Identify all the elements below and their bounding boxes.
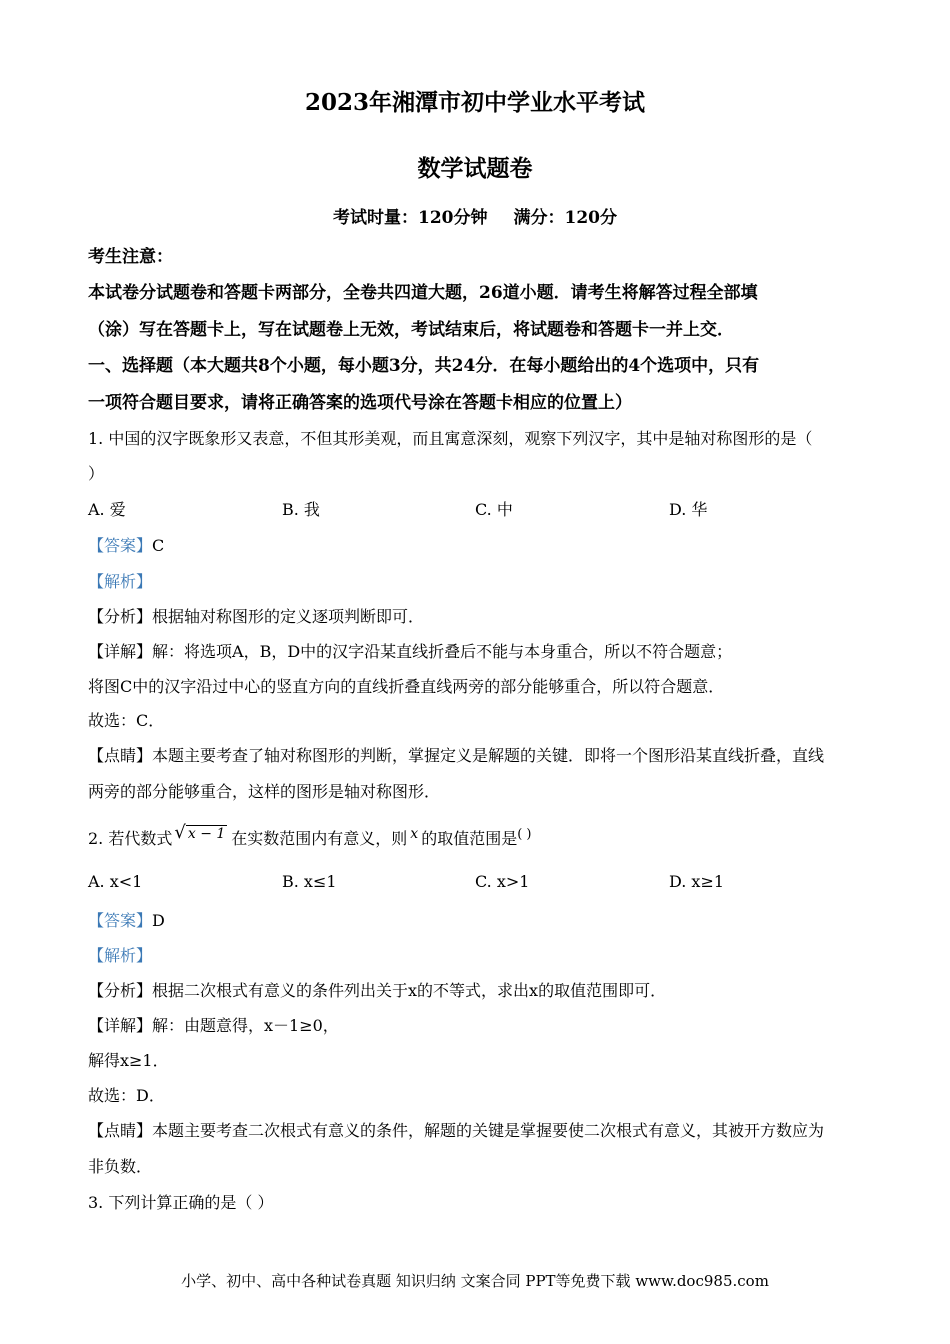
q1-detail-line-2: 将图C中的汉字沿过中心的竖直方向的直线折叠直线两旁的部分能够重合，所以符合题意． (88, 677, 725, 696)
q1-option-b: B. 我 (282, 500, 320, 519)
q1-option-a: A. 爱 (88, 500, 126, 519)
q2-answer-value: D (152, 911, 165, 930)
q2-stem-a: 2. 若代数式 (88, 829, 173, 848)
q1-stem-line-2: ） (88, 464, 105, 483)
q2-choose: 故选：D． (88, 1086, 165, 1105)
q2-option-a: A. x<1 (88, 872, 143, 891)
q1-analysis-tag: 【解析】 (88, 572, 153, 591)
notice-heading: 考生注意： (88, 247, 173, 267)
q2-stem-c: 的取值范围是 (421, 829, 518, 848)
q1-answer-value: C (152, 536, 165, 555)
q1-fenxi-tag: 【分析】 (88, 607, 153, 626)
q1-detail-tag: 【详解】 (88, 642, 153, 661)
q3-stem: 3. 下列计算正确的是（ ） (88, 1193, 274, 1212)
exam-meta (0, 203, 950, 228)
q1-comment-line-1 (88, 743, 863, 766)
score-label: 满分：120分 (513, 208, 617, 228)
q1-comment-line-2: 两旁的部分能够重合，这样的图形是轴对称图形． (88, 782, 441, 801)
notice-line-1: 本试卷分试题卷和答题卡两部分，全卷共四道大题，26道小题．请考生将解答过程全部填 (88, 283, 758, 303)
q1-fenxi-text: 根据轴对称图形的定义逐项判断即可． (152, 607, 425, 626)
q2-option-c: C. x>1 (475, 872, 530, 891)
q2-fenxi-text: 根据二次根式有意义的条件列出关于x的不等式，求出x的取值范围即可． (152, 981, 667, 1000)
q1-comment-text: 本题主要考查了轴对称图形的判断，掌握定义是解题的关键．即将一个图形沿某直线折叠，直线 (152, 746, 825, 765)
q1-detail-text: 解：将选项A，B，D中的汉字沿某直线折叠后不能与本身重合，所以不符合题意； (152, 642, 733, 661)
q2-fenxi-tag: 【分析】 (88, 981, 153, 1000)
q1-detail-line-1 (88, 639, 863, 662)
q2-option-d: D. x≥1 (669, 872, 725, 891)
page-footer: 小学、初中、高中各种试卷真题 知识归纳 文案合同 PPT等免费下载 www.doc985.com (181, 1272, 769, 1290)
q2-detail-text: 解：由题意得，x－1≥0， (152, 1016, 339, 1035)
q2-analysis-tag: 【解析】 (88, 946, 153, 965)
q2-stem (88, 822, 863, 849)
q2-comment-tag: 【点睛】 (88, 1121, 153, 1140)
q1-answer (88, 533, 863, 556)
q2-comment-line-1 (88, 1118, 863, 1141)
sqrt-expression (174, 822, 227, 843)
exam-title: 2023年湘潭市初中学业水平考试 (304, 89, 645, 116)
q2-answer-tag: 【答案】 (88, 911, 153, 930)
q2-comment-line-2: 非负数． (88, 1157, 153, 1176)
exam-subtitle: 数学试题卷 (417, 155, 533, 182)
q2-answer (88, 908, 863, 931)
radicand: x − 1 (187, 826, 226, 842)
q2-detail-line-2: 解得x≥1． (88, 1051, 169, 1070)
q2-paren: ( ) (517, 827, 532, 842)
q2-comment-text: 本题主要考查二次根式有意义的条件，解题的关键是掌握要使二次根式有意义，其被开方数应为 (152, 1121, 825, 1140)
q2-option-b: B. x≤1 (282, 872, 337, 891)
q1-option-d: D. 华 (669, 500, 708, 519)
q2-detail-line-1 (88, 1013, 863, 1036)
q2-detail-tag: 【详解】 (88, 1016, 153, 1035)
q1-answer-tag: 【答案】 (88, 536, 153, 555)
q2-stem-b: 在实数范围内有意义，则 (231, 829, 408, 848)
q2-fenxi (88, 978, 863, 1001)
section-heading-line-2: 一项符合题目要求，请将正确答案的选项代号涂在答题卡相应的位置上） (88, 393, 632, 413)
radical-sign: √ (174, 822, 186, 843)
time-label: 考试时量：120分钟 (333, 208, 488, 228)
q1-fenxi (88, 604, 863, 627)
q1-stem-line-1: 1. 中国的汉字既象形又表意，不但其形美观，而且寓意深刻，观察下列汉字，其中是轴对称图形的是（ (88, 429, 813, 448)
q1-comment-tag: 【点睛】 (88, 746, 153, 765)
section-heading-line-1: 一、选择题（本大题共8个小题，每小题3分，共24分．在每小题给出的4个选项中，只有 (88, 356, 760, 376)
notice-line-2: （涂）写在答题卡上，写在试题卷上无效，考试结束后，将试题卷和答题卡一并上交． (88, 320, 734, 340)
q1-option-c: C. 中 (475, 500, 513, 519)
q1-choose: 故选：C． (88, 711, 165, 730)
q2-var: x (410, 826, 419, 842)
